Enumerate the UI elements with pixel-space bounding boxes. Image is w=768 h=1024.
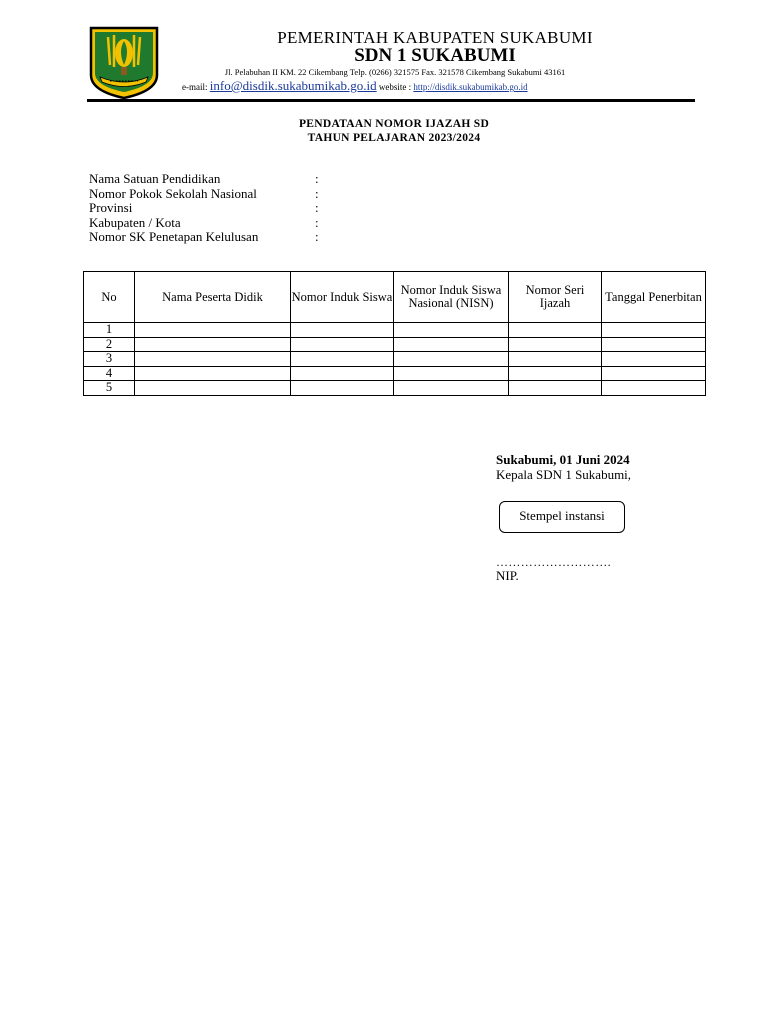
table-row: [84, 366, 706, 381]
table-cell[interactable]: [602, 352, 706, 367]
column-header-student-number: Nomor Induk Siswa: [291, 272, 394, 323]
column-header-diploma-serial: Nomor Seri Ijazah: [509, 272, 602, 323]
diploma-number-table: [83, 271, 706, 396]
field-row: [89, 230, 349, 245]
column-header-issue-date: Tanggal Penerbitan: [602, 272, 706, 323]
district-emblem-logo: [88, 25, 160, 100]
school-name: SDN 1 SUKABUMI: [354, 45, 516, 66]
table-cell[interactable]: [602, 366, 706, 381]
signature-place-date: Sukabumi, 01 Juni 2024: [496, 452, 630, 467]
signature-name-line: ……………………….: [496, 555, 611, 569]
field-colon: :: [315, 171, 319, 186]
table-row: [84, 352, 706, 367]
field-row: [89, 187, 349, 202]
table-cell[interactable]: [602, 323, 706, 338]
field-label: Nama Satuan Pendidikan: [89, 171, 221, 186]
field-row: [89, 172, 349, 187]
email-link[interactable]: info@disdik.sukabumikab.go.id: [209, 78, 377, 93]
table-cell[interactable]: [291, 366, 394, 381]
school-info-fields: [89, 172, 349, 245]
table-cell[interactable]: [135, 352, 291, 367]
table-cell[interactable]: [509, 323, 602, 338]
row-number: 5: [84, 381, 135, 396]
column-header-no: No: [84, 272, 135, 323]
field-label: Kabupaten / Kota: [89, 214, 181, 230]
row-number: 3: [84, 352, 135, 367]
table-cell[interactable]: [291, 337, 394, 352]
table-cell[interactable]: [394, 366, 509, 381]
field-label: Provinsi: [89, 200, 133, 215]
stamp-box: [499, 501, 625, 533]
table-cell[interactable]: [509, 366, 602, 381]
table-cell[interactable]: [509, 352, 602, 367]
table-cell[interactable]: [509, 381, 602, 396]
field-colon: :: [315, 214, 319, 230]
document-subtitle: TAHUN PELAJARAN 2023/2024: [307, 132, 481, 144]
table-row: [84, 381, 706, 396]
row-number: 2: [84, 337, 135, 352]
table-row: [84, 323, 706, 338]
table-cell[interactable]: [394, 323, 509, 338]
table-cell[interactable]: [509, 337, 602, 352]
government-name: PEMERINTAH KABUPATEN SUKABUMI: [277, 28, 593, 47]
table-header-row: [84, 272, 706, 323]
email-label: e-mail:: [182, 82, 208, 92]
table-row: [84, 337, 706, 352]
table-cell[interactable]: [291, 381, 394, 396]
field-label: Nomor Pokok Sekolah Nasional: [89, 185, 257, 201]
letterhead-divider: [87, 99, 695, 102]
table-cell[interactable]: [291, 323, 394, 338]
field-colon: :: [315, 229, 319, 244]
stamp-label: Stempel instansi: [519, 508, 605, 523]
table-cell[interactable]: [602, 337, 706, 352]
table-cell[interactable]: [394, 381, 509, 396]
website-label: website :: [378, 82, 412, 92]
row-number: 1: [84, 323, 135, 338]
signature-role: Kepala SDN 1 Sukabumi,: [496, 467, 632, 482]
table-cell[interactable]: [135, 337, 291, 352]
school-address: Jl. Pelabuhan II KM. 22 Cikembang Telp. (0266) 321575 Fax. 321578 Cikembang Sukabumi 43161: [224, 67, 566, 77]
school-contact: [182, 78, 528, 94]
table-cell[interactable]: [394, 337, 509, 352]
table-cell[interactable]: [135, 381, 291, 396]
table-cell[interactable]: [135, 323, 291, 338]
table-cell[interactable]: [291, 352, 394, 367]
website-link[interactable]: http://disdik.sukabumikab.go.id: [413, 82, 528, 92]
column-header-nisn: Nomor Induk Siswa Nasional (NISN): [394, 272, 509, 323]
field-colon: :: [315, 185, 319, 201]
table-cell[interactable]: [394, 352, 509, 367]
document-title: PENDATAAN NOMOR IJAZAH SD: [298, 118, 490, 130]
row-number: 4: [84, 366, 135, 381]
table-cell[interactable]: [135, 366, 291, 381]
field-label: Nomor SK Penetapan Kelulusan: [89, 229, 259, 244]
table-cell[interactable]: [602, 381, 706, 396]
signature-nip: NIP.: [496, 568, 519, 583]
column-header-student-name: Nama Peserta Didik: [135, 272, 291, 323]
field-row: [89, 216, 349, 231]
field-colon: :: [315, 200, 319, 215]
field-row: [89, 201, 349, 216]
